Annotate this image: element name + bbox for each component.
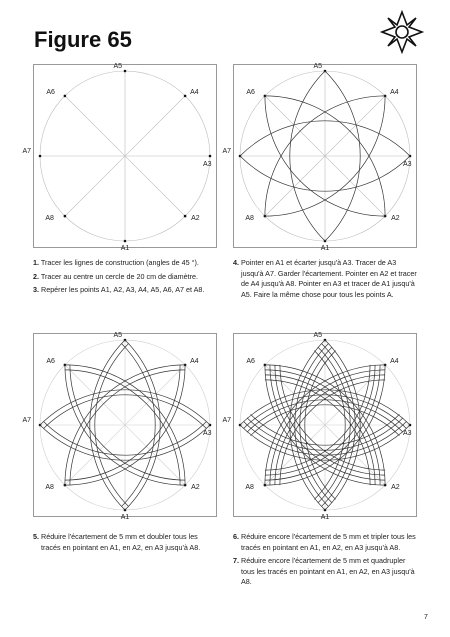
point-label: A7 bbox=[22, 417, 31, 424]
point-label: A7 bbox=[22, 148, 31, 155]
point-label: A8 bbox=[245, 484, 254, 492]
point-label: A1 bbox=[320, 245, 330, 252]
point-label: A3 bbox=[203, 430, 212, 437]
point-label: A2 bbox=[391, 484, 400, 492]
point-label: A8 bbox=[45, 215, 54, 223]
point-label: A4 bbox=[190, 88, 199, 96]
double-arcs-panel bbox=[22, 332, 217, 521]
construction-panel bbox=[22, 63, 217, 252]
point-label: A6 bbox=[246, 88, 255, 96]
point-label: A1 bbox=[320, 514, 330, 521]
step-1: 1. Tracer les lignes de construction (angles de 45 °). bbox=[33, 258, 199, 267]
point-label: A6 bbox=[46, 88, 55, 96]
instructions-step-4 bbox=[233, 258, 418, 303]
instructions-steps-6-7 bbox=[233, 532, 418, 591]
instructions-step-5 bbox=[33, 532, 218, 556]
point-label: A1 bbox=[120, 514, 130, 521]
point-label: A2 bbox=[391, 215, 400, 223]
point-label: A5 bbox=[113, 63, 122, 70]
point-label: A3 bbox=[403, 430, 412, 437]
page-title: Figure 65 bbox=[34, 27, 132, 52]
instructions-steps-1-3 bbox=[33, 258, 218, 299]
step-3: 3. Repérer les points A1, A2, A3, A4, A5, A6, A7 et A8. bbox=[33, 285, 205, 294]
rosette-logo-icon bbox=[380, 10, 424, 54]
point-label: A8 bbox=[45, 484, 54, 492]
point-label: A5 bbox=[313, 63, 322, 70]
page-number: 7 bbox=[424, 614, 428, 621]
step-6: 6. Réduire encore l'écartement de 5 mm et tripler tous les tracés en pointant en A1, en A2, en A3 jusqu'à A8. bbox=[233, 532, 416, 552]
step-2: 2. Tracer au centre un cercle de 20 cm de diamètre. bbox=[33, 271, 199, 281]
point-label: A4 bbox=[190, 357, 199, 365]
point-marker bbox=[64, 215, 67, 218]
point-marker bbox=[64, 95, 67, 98]
quadruple-arcs-panel bbox=[222, 332, 417, 521]
point-marker bbox=[184, 215, 187, 218]
point-label: A4 bbox=[390, 88, 399, 96]
point-label: A1 bbox=[120, 245, 130, 252]
single-arcs-panel bbox=[222, 63, 417, 252]
point-label: A8 bbox=[245, 215, 254, 223]
step-4: 4. Pointer en A1 et écarter jusqu'à A3. Tracer de A3 jusqu'à A7. Garder l'écartement. Pointer en A2 et tracer de A4 jusqu'à A8. Pointer en A3 et tracer de A1 jusqu'à A5. Faire la même chose pour tous les points A. bbox=[233, 258, 417, 299]
step-7: 7. Réduire encore l'écartement de 5 mm et quadrupler tous les tracés en pointant en A1, en A2, en A3 jusqu'à A8. bbox=[233, 556, 415, 586]
point-label: A6 bbox=[246, 357, 255, 365]
point-marker bbox=[124, 70, 127, 73]
point-label: A3 bbox=[403, 161, 412, 168]
point-label: A3 bbox=[203, 161, 212, 168]
point-marker bbox=[124, 240, 127, 243]
point-marker bbox=[209, 155, 212, 158]
point-label: A4 bbox=[390, 357, 399, 365]
point-marker bbox=[39, 155, 42, 158]
point-label: A7 bbox=[222, 417, 231, 424]
point-label: A5 bbox=[313, 332, 322, 339]
point-label: A6 bbox=[46, 357, 55, 365]
point-label: A2 bbox=[191, 215, 200, 223]
point-label: A7 bbox=[222, 148, 231, 155]
point-marker bbox=[184, 95, 187, 98]
point-label: A2 bbox=[191, 484, 200, 492]
point-label: A5 bbox=[113, 332, 122, 339]
step-5: 5. Réduire l'écartement de 5 mm et doubler tous les tracés en pointant en A1, en A2, en A3 jusqu'à A8. bbox=[33, 532, 201, 552]
